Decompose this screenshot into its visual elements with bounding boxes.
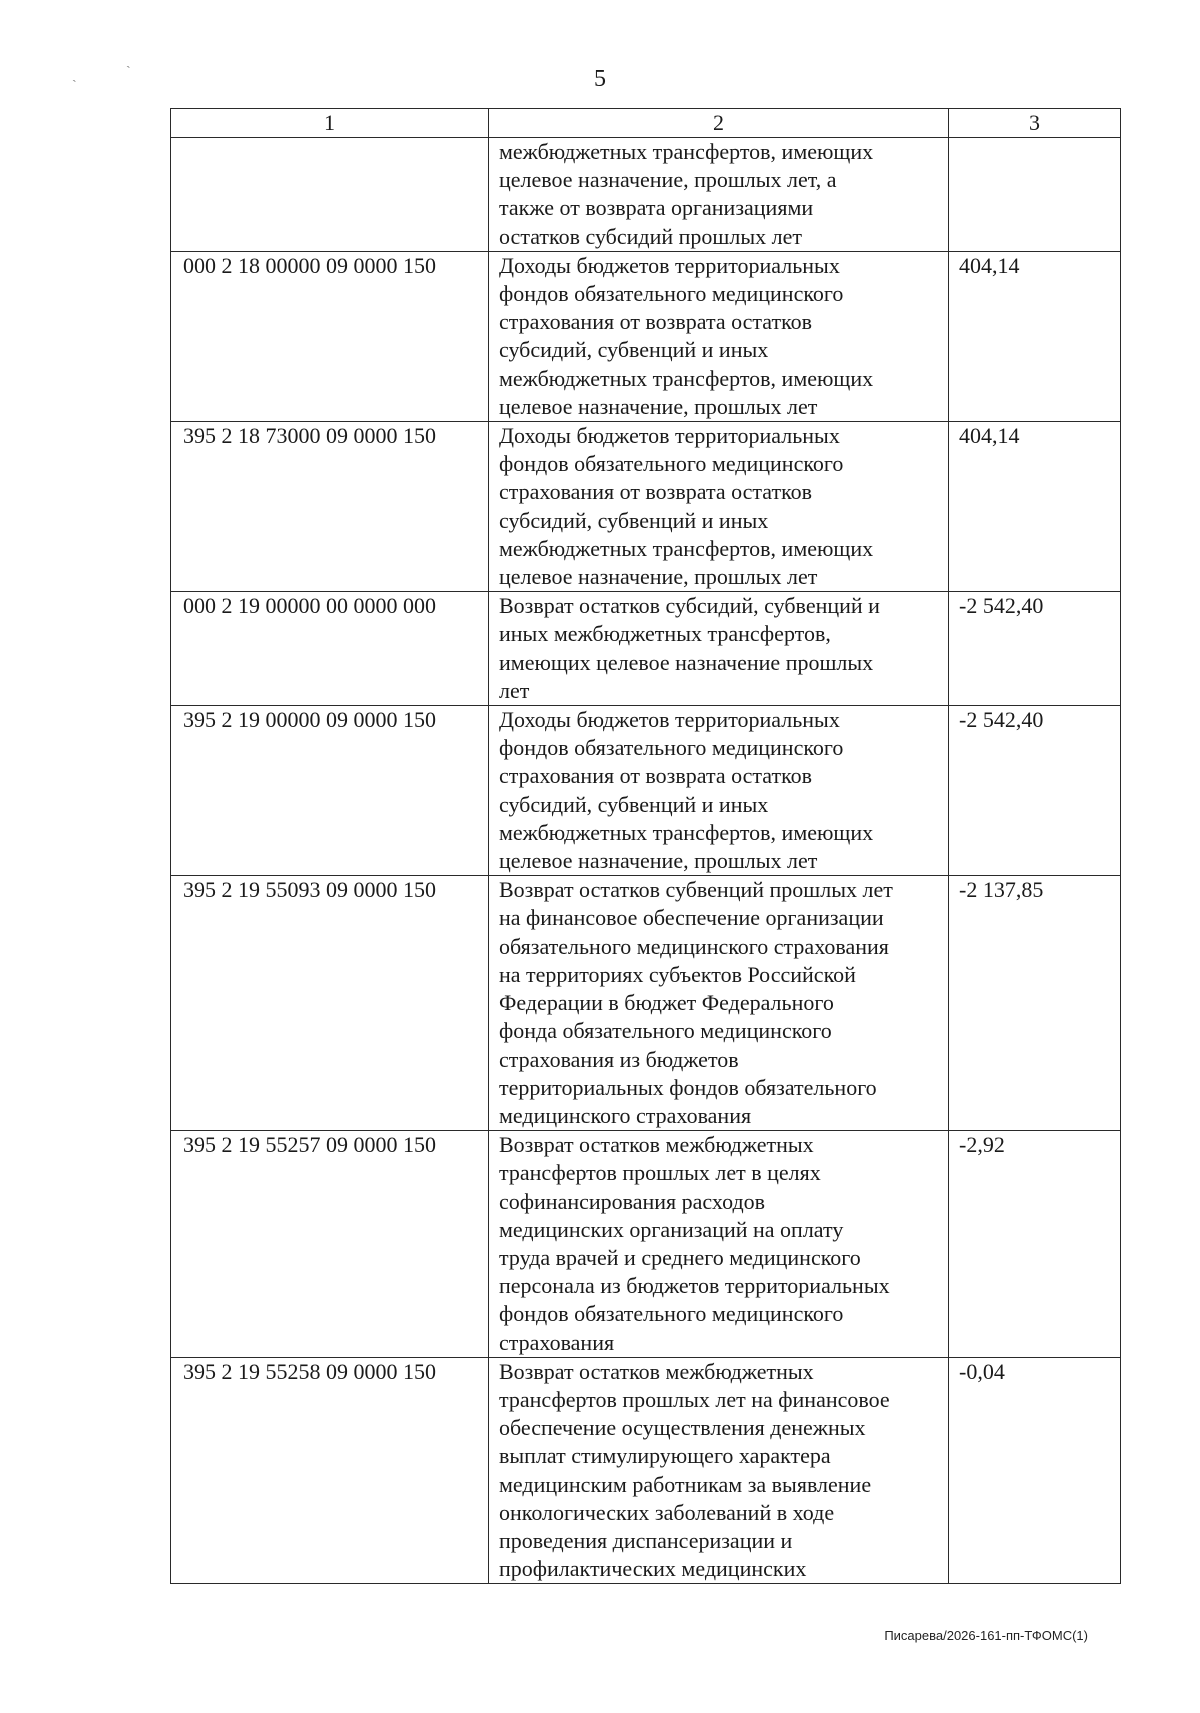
row-amount: 404,14 [949, 251, 1121, 421]
table-row [171, 1131, 1121, 1358]
row-code: 395 2 19 55257 09 0000 150 [171, 1131, 489, 1358]
table-header-row [171, 109, 1121, 138]
row-amount: -2 137,85 [949, 876, 1121, 1131]
row-amount: -0,04 [949, 1357, 1121, 1584]
document-reference: Писарева/2026-161-пп-ТФОМС(1) [884, 1628, 1088, 1643]
revenue-table [170, 108, 1121, 1584]
column-header-3: 3 [949, 109, 1121, 138]
row-code [171, 138, 489, 252]
row-amount: -2 542,40 [949, 706, 1121, 876]
column-header-1: 1 [171, 109, 489, 138]
table-row [171, 876, 1121, 1131]
row-amount [949, 138, 1121, 252]
table-row [171, 592, 1121, 706]
row-code: 395 2 18 73000 09 0000 150 [171, 422, 489, 592]
row-description: Возврат остатков субвенций прошлых лет на финансовое обеспечение организации обязательного медицинского страхования на территориях субъектов Российской Федерации в бюджет Федерального фонда обязательного медицинского страхования из бюджетов территориальных фондов обязательного медицинского страхования [489, 876, 949, 1131]
table-row [171, 251, 1121, 421]
table-row [171, 1357, 1121, 1584]
row-description: межбюджетных трансфертов, имеющих целевое назначение, прошлых лет, а также от возврата организациями остатков субсидий прошлых лет [489, 138, 949, 252]
row-code: 395 2 19 00000 09 0000 150 [171, 706, 489, 876]
scan-artifact: ˏ [72, 68, 77, 83]
row-description: Возврат остатков межбюджетных трансфертов прошлых лет в целях софинансирования расходов медицинских организаций на оплату труда врачей и среднего медицинского персонала из бюджетов территориальных фондов обязательного медицинского страхования [489, 1131, 949, 1358]
row-amount: -2,92 [949, 1131, 1121, 1358]
row-description: Возврат остатков межбюджетных трансфертов прошлых лет на финансовое обеспечение осуществления денежных выплат стимулирующего характера медицинским работникам за выявление онкологических заболеваний в ходе проведения диспансеризации и профилактических медицинских [489, 1357, 949, 1584]
table-row [171, 422, 1121, 592]
column-header-2: 2 [489, 109, 949, 138]
table-row [171, 706, 1121, 876]
row-code: 000 2 19 00000 00 0000 000 [171, 592, 489, 706]
page-number: 5 [594, 66, 606, 92]
table-row [171, 138, 1121, 252]
row-description: Доходы бюджетов территориальных фондов обязательного медицинского страхования от возврата остатков субсидий, субвенций и иных межбюджетных трансфертов, имеющих целевое назначение, прошлых лет [489, 251, 949, 421]
row-description: Доходы бюджетов территориальных фондов обязательного медицинского страхования от возврата остатков субсидий, субвенций и иных межбюджетных трансфертов, имеющих целевое назначение, прошлых лет [489, 422, 949, 592]
scan-artifact: ˎ [126, 54, 131, 69]
row-code: 000 2 18 00000 09 0000 150 [171, 251, 489, 421]
row-code: 395 2 19 55093 09 0000 150 [171, 876, 489, 1131]
row-description: Возврат остатков субсидий, субвенций и иных межбюджетных трансфертов, имеющих целевое назначение прошлых лет [489, 592, 949, 706]
row-amount: -2 542,40 [949, 592, 1121, 706]
row-description: Доходы бюджетов территориальных фондов обязательного медицинского страхования от возврата остатков субсидий, субвенций и иных межбюджетных трансфертов, имеющих целевое назначение, прошлых лет [489, 706, 949, 876]
row-code: 395 2 19 55258 09 0000 150 [171, 1357, 489, 1584]
row-amount: 404,14 [949, 422, 1121, 592]
